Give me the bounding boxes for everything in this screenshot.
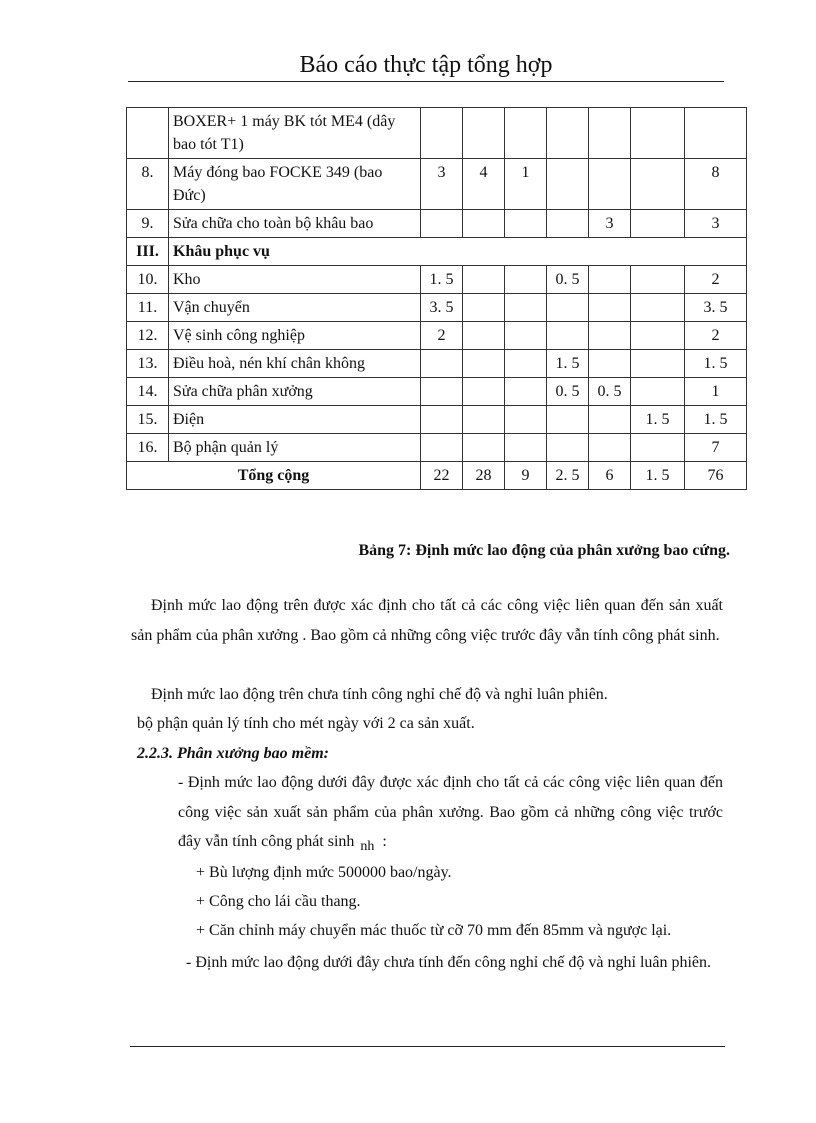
cell-value (547, 210, 589, 238)
cell-value: 1. 5 (547, 350, 589, 378)
paragraph-scope: Định mức lao động trên được xác định cho tất cả các công việc liên quan đến sản xuất sản phẩm của phân xưởng . Bao gồm cả những công việc trước đây vẫn tính công phát sinh. (131, 597, 723, 644)
table-row (127, 210, 747, 238)
cell-value (463, 434, 505, 462)
row-description: Điện (169, 406, 421, 434)
cell-value (505, 108, 547, 159)
row-description: Điều hoà, nén khí chân không (169, 350, 421, 378)
row-description: Kho (169, 266, 421, 294)
cell-value (547, 108, 589, 159)
page-header-title: Báo cáo thực tập tổng hợp (299, 52, 553, 78)
grand-total: 76 (685, 462, 747, 490)
cell-value (547, 294, 589, 322)
cell-value (505, 378, 547, 406)
cell-value: 4 (463, 159, 505, 210)
cell-value (631, 294, 685, 322)
table-row (127, 350, 747, 378)
cell-value (463, 406, 505, 434)
row-description: Bộ phận quản lý (169, 434, 421, 462)
cell-value (631, 322, 685, 350)
cell-value (421, 108, 463, 159)
row-number: 16. (127, 434, 169, 462)
row-total: 1 (685, 378, 747, 406)
total-value: 9 (505, 462, 547, 490)
row-total: 2 (685, 322, 747, 350)
row-number: 8. (127, 159, 169, 210)
row-number: 12. (127, 322, 169, 350)
cell-value: 2 (421, 322, 463, 350)
table-row (127, 266, 747, 294)
cell-value (631, 108, 685, 159)
cell-value (631, 266, 685, 294)
bullet-item: + Bù lượng định mức 500000 bao/ngày. (196, 864, 452, 881)
section-heading: Khâu phục vụ (169, 238, 747, 266)
paragraph-text: - Định mức lao động dưới đây được xác định cho tất cả các công việc liên quan đến công việc sản xuất sản phẩm của phân xưởng. Bao gồm cả những công việc trước đây vẫn tính công phát sinh (178, 774, 723, 850)
paragraph-exclusion: Định mức lao động trên chưa tính công nghỉ chế độ và nghỉ luân phiên. (151, 686, 608, 703)
row-description: Máy đóng bao FOCKE 349 (bao Đức) (169, 159, 421, 210)
cell-value (505, 294, 547, 322)
row-total: 8 (685, 159, 747, 210)
cell-value (589, 159, 631, 210)
table-row (127, 434, 747, 462)
total-value: 6 (589, 462, 631, 490)
cell-value (421, 406, 463, 434)
cell-value (463, 266, 505, 294)
cell-value (463, 350, 505, 378)
total-value: 28 (463, 462, 505, 490)
cell-value (589, 322, 631, 350)
total-value: 1. 5 (631, 462, 685, 490)
cell-value: 0. 5 (589, 378, 631, 406)
total-value: 2. 5 (547, 462, 589, 490)
footer-divider (130, 1046, 725, 1047)
labor-norm-table (126, 107, 747, 490)
cell-value (547, 406, 589, 434)
section-number: III. (127, 238, 169, 266)
header-divider (128, 81, 724, 82)
cell-value: 0. 5 (547, 266, 589, 294)
row-total: 2 (685, 266, 747, 294)
cell-value (505, 434, 547, 462)
total-value: 22 (421, 462, 463, 490)
table-caption: Bảng 7: Định mức lao động của phân xưởng bao cứng. (358, 542, 730, 559)
table-row (127, 294, 747, 322)
cell-value (589, 434, 631, 462)
row-total: 1. 5 (685, 350, 747, 378)
row-number: 10. (127, 266, 169, 294)
cell-value (589, 406, 631, 434)
row-total: 3 (685, 210, 747, 238)
row-total: 3. 5 (685, 294, 747, 322)
row-description: Vệ sinh công nghiệp (169, 322, 421, 350)
cell-value (631, 159, 685, 210)
cell-value (505, 266, 547, 294)
paragraph-colon: : (382, 833, 387, 850)
cell-value: 3. 5 (421, 294, 463, 322)
row-total: 1. 5 (685, 406, 747, 434)
cell-value (589, 294, 631, 322)
cell-value (631, 210, 685, 238)
cell-value (505, 210, 547, 238)
cell-value: 3 (421, 159, 463, 210)
subscript-text: nh (360, 839, 375, 854)
row-number: 14. (127, 378, 169, 406)
section-row (127, 238, 747, 266)
row-number: 11. (127, 294, 169, 322)
cell-value (547, 322, 589, 350)
cell-value (589, 266, 631, 294)
bullet-item: + Công cho lái cầu thang. (196, 893, 361, 910)
bullet-item: + Căn chỉnh máy chuyển mác thuốc từ cỡ 70 mm đến 85mm và ngược lại. (196, 922, 672, 939)
cell-value (463, 108, 505, 159)
table-row (127, 406, 747, 434)
cell-value (463, 210, 505, 238)
cell-value: 1 (505, 159, 547, 210)
cell-value (589, 350, 631, 378)
row-description: Sửa chữa cho toàn bộ khâu bao (169, 210, 421, 238)
cell-value (421, 350, 463, 378)
cell-value (631, 350, 685, 378)
cell-value (505, 322, 547, 350)
cell-value (421, 434, 463, 462)
cell-value (421, 378, 463, 406)
cell-value: 1. 5 (631, 406, 685, 434)
cell-value (631, 434, 685, 462)
cell-value: 1. 5 (421, 266, 463, 294)
cell-value (421, 210, 463, 238)
section-heading-soft-pack: 2.2.3. Phân xưởng bao mềm: (137, 745, 329, 762)
table-row (127, 322, 747, 350)
cell-value (547, 434, 589, 462)
cell-value (463, 294, 505, 322)
cell-value (463, 322, 505, 350)
cell-value (505, 406, 547, 434)
paragraph-soft-pack-scope (178, 768, 723, 858)
table-row (127, 159, 747, 210)
cell-value (631, 378, 685, 406)
row-number: 9. (127, 210, 169, 238)
cell-value (505, 350, 547, 378)
table-row (127, 378, 747, 406)
totals-label: Tổng cộng (127, 462, 421, 490)
cell-value (589, 108, 631, 159)
cell-value: 0. 5 (547, 378, 589, 406)
row-description: Sửa chữa phân xưởng (169, 378, 421, 406)
paragraph-soft-pack-exclusion: - Định mức lao động dưới đây chưa tính đến công nghỉ chế độ và nghỉ luân phiên. (186, 954, 712, 971)
cell-value: 3 (589, 210, 631, 238)
cell-value (547, 159, 589, 210)
row-total (685, 108, 747, 159)
row-number: 13. (127, 350, 169, 378)
table-row (127, 108, 747, 159)
paragraph-management: bộ phận quản lý tính cho mét ngày với 2 ca sản xuất. (137, 715, 475, 732)
row-description: BOXER+ 1 máy BK tót ME4 (dây bao tót T1) (169, 108, 421, 159)
row-total: 7 (685, 434, 747, 462)
row-description: Vận chuyển (169, 294, 421, 322)
cell-value (463, 378, 505, 406)
row-number (127, 108, 169, 159)
row-number: 15. (127, 406, 169, 434)
totals-row (127, 462, 747, 490)
